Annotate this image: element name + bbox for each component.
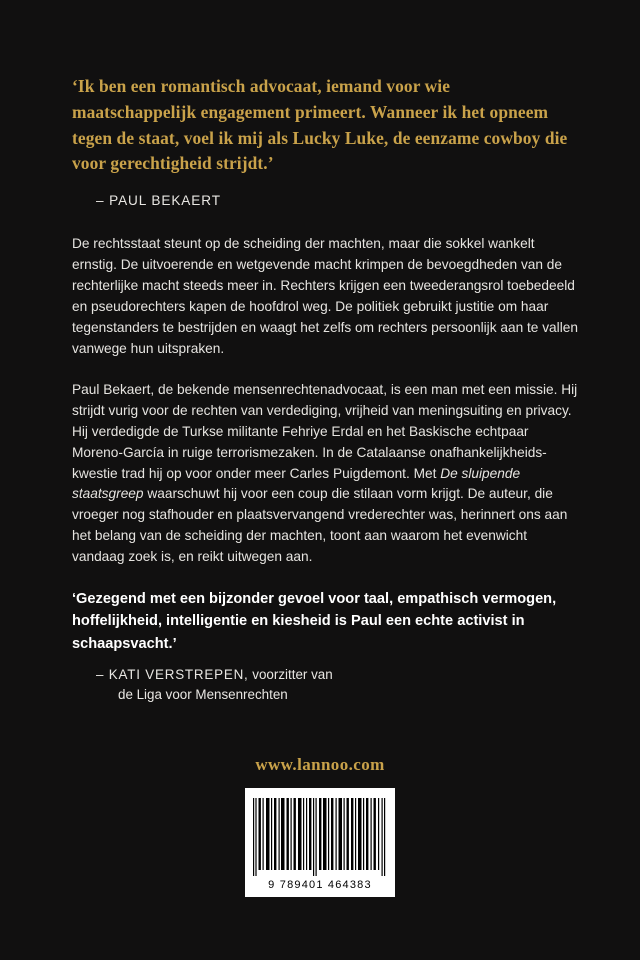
body-paragraph-2	[72, 380, 578, 569]
publisher-url[interactable]: www.lannoo.com	[255, 755, 385, 774]
barcode	[245, 788, 395, 897]
body-paragraph-2-part-2: waarschuwt hij voor een coup die stilaan vorm krijgt. De auteur, die vroeger nog stafhouder en plaatsvervangend vrederechter was, herinnert ons aan het belang van de scheiding der machten, toont aan waarom het evenwicht vandaag zoek is, en reikt uitwegen aan.	[72, 486, 568, 565]
pullquote-secondary-attribution	[72, 665, 578, 705]
pullquote-secondary: ‘Gezegend met een bijzonder gevoel voor taal, empathisch vermogen, hoffelijkheid, intelligentie en kiesheid is Paul een echte activist in schaapsvacht.’	[72, 591, 557, 652]
isbn-number: 9 789401 464383	[268, 879, 372, 891]
attribution-name: – KATI VERSTREPEN,	[96, 666, 249, 682]
pullquote-primary: ‘Ik ben een romantisch advocaat, iemand voor wie maatschappelijk engagement primeert. Wanneer ik het opneem tegen de staat, voel ik mij als Lucky Luke, de eenzame cowboy die voor gerechtigheid strijdt.’	[72, 76, 568, 174]
pullquote-primary-attribution: – PAUL BEKAERT	[96, 193, 221, 208]
barcode-bars-icon	[253, 798, 387, 876]
body-paragraph-2-part-1: Paul Bekaert, de bekende mensenrechtenadvocaat, is een man met een missie. Hij strijdt vurig voor de rechten van verdediging, vrijheid van meningsuiting en privacy. Hij verdedigde de Turkse militante Fehriye Erdal en het Baskische echtpaar Moreno-García in ruige terrorismezaken. In de Catalaanse onafhankelijkheids-kwestie trad hij op voor onder meer Carles Puigdemont. Met	[72, 381, 578, 481]
body-paragraph-1: De rechtsstaat steunt op de scheiding der machten, maar die sokkel wankelt ernstig. De uitvoerende en wetgevende macht krimpen de bevoegdheden van de rechterlijke macht steeds meer in. Rechters krijgen een tweederangsrol toebedeeld en pseudorechters kapen de hoofdrol weg. De politiek gebruikt justitie om haar tegenstanders te bestrijden en waagt het zelfs om rechters persoonlijk aan te vallen vanwege hun uitspraken.	[72, 236, 578, 356]
back-cover-content	[72, 74, 578, 705]
attribution-role: voorzitter van	[248, 666, 333, 682]
book-title-italic: De sluipende staatsgreep	[72, 465, 521, 502]
attribution-organisation: de Liga voor Mensenrechten	[118, 686, 288, 702]
